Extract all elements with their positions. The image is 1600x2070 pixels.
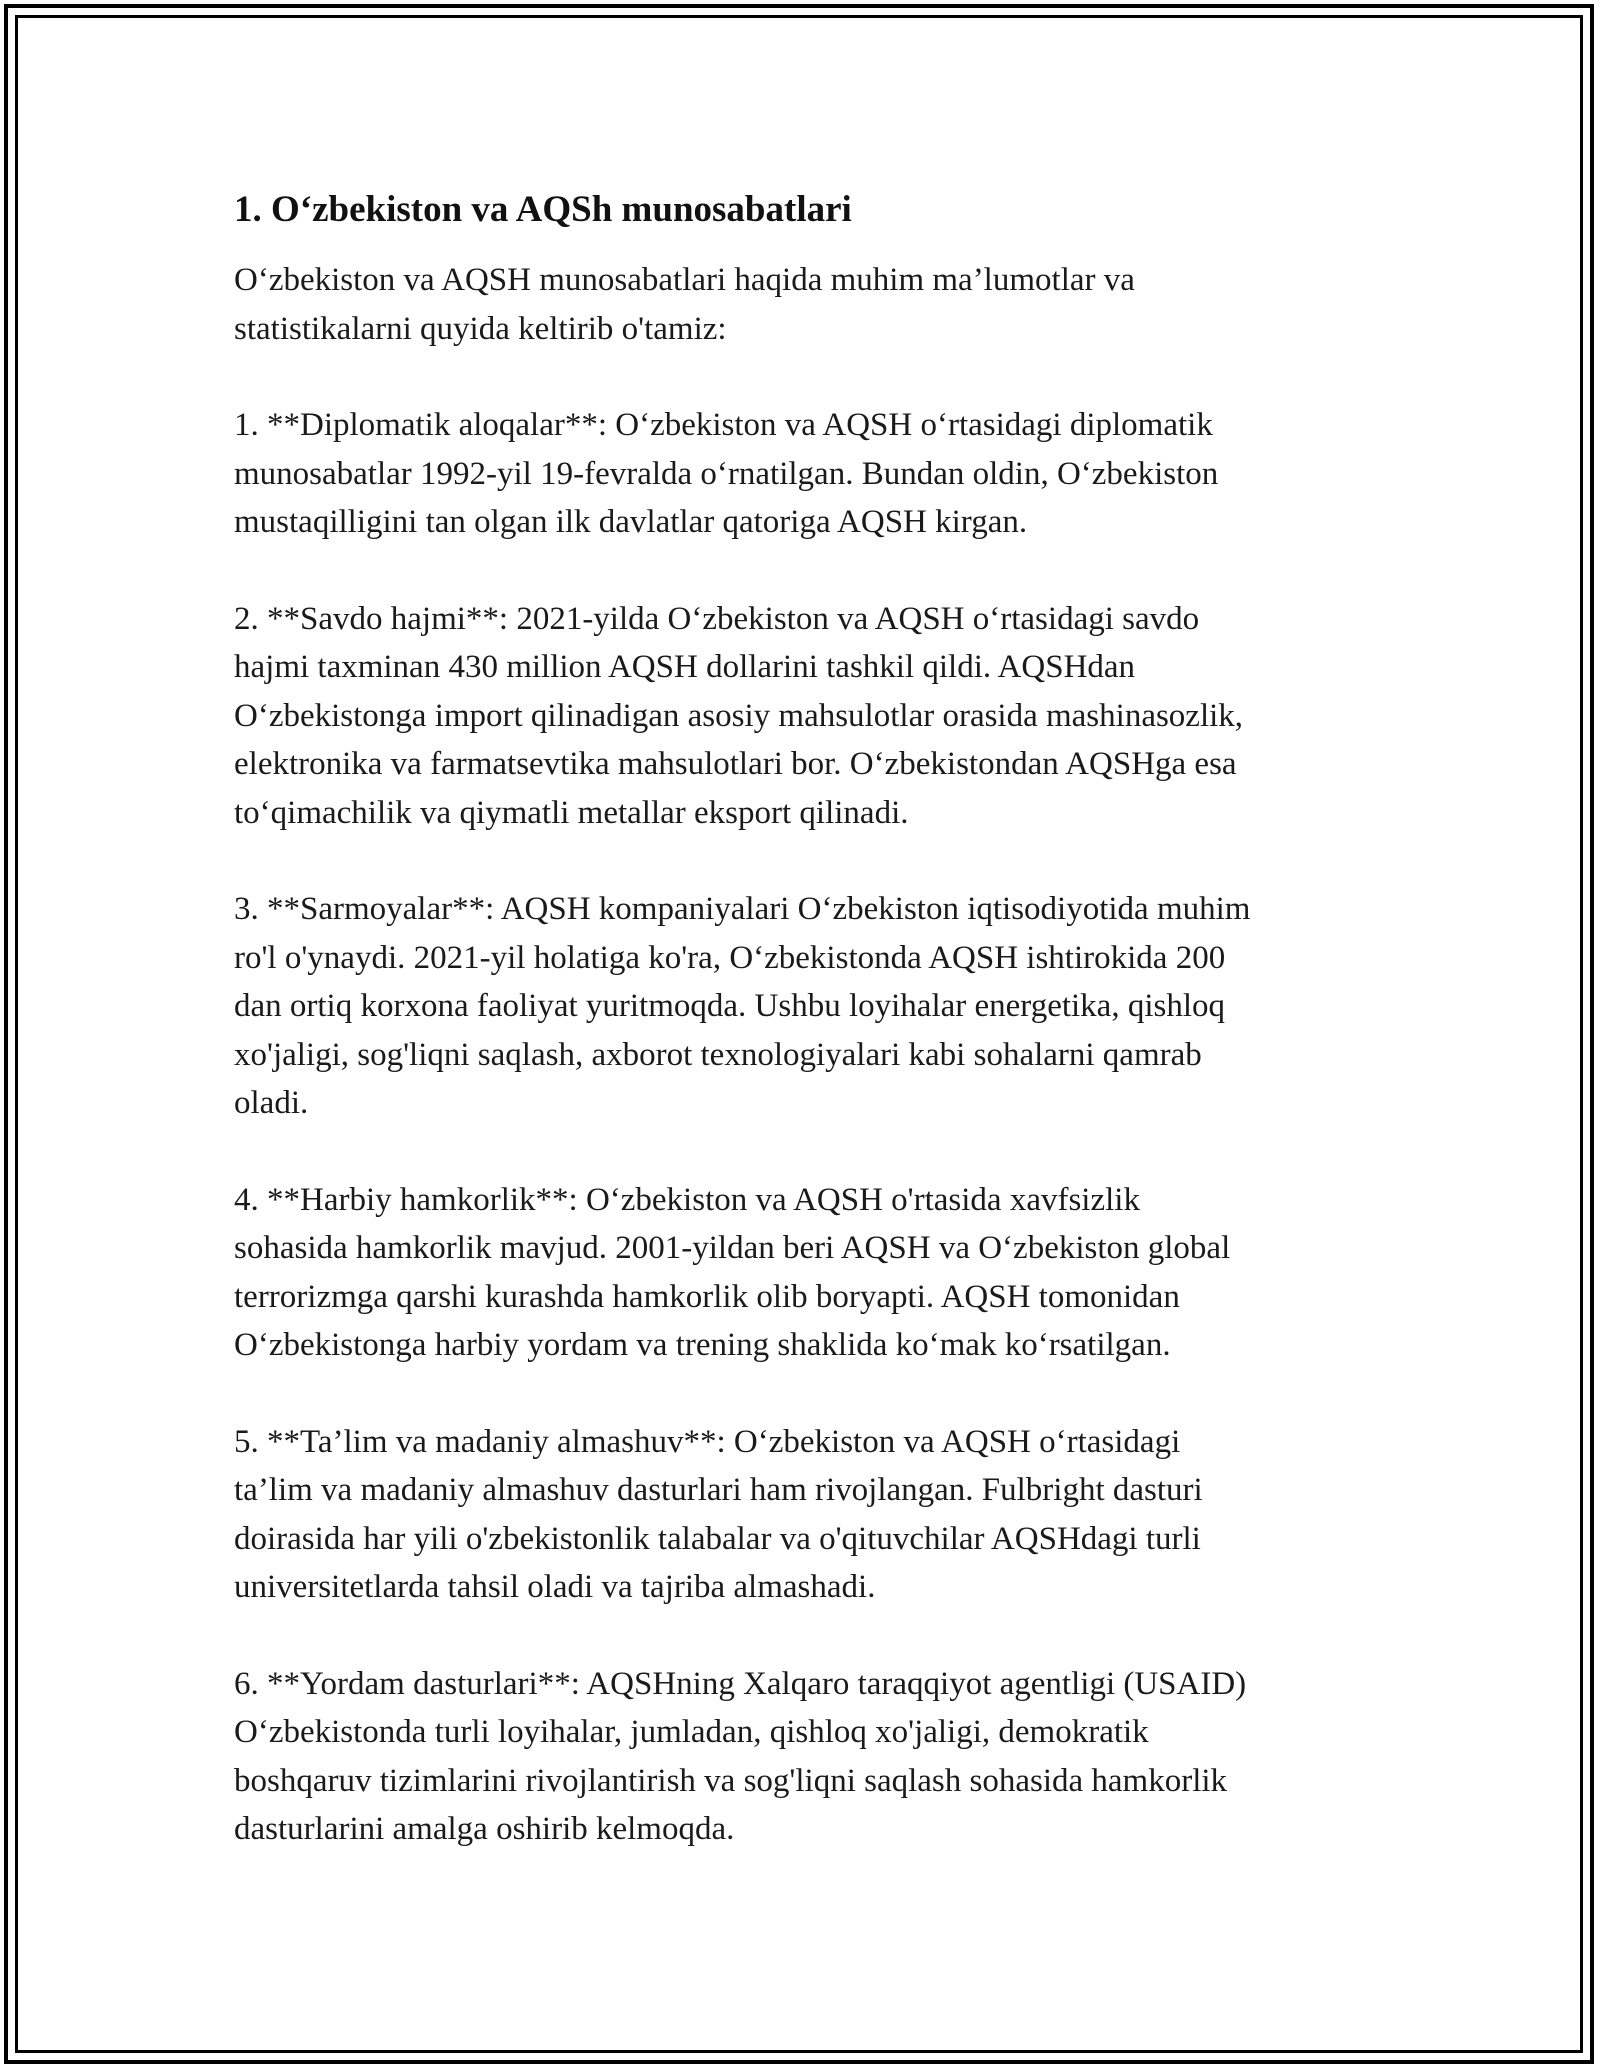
section-education-cultural-exchange: 5. **Ta’lim va madaniy almashuv**: O‘zbekiston va AQSH o‘rtasidagi ta’lim va madaniy almashuv dasturlari ham rivojlangan. Fulbright dasturi doirasida har yili o'zbekistonlik talabalar va o'qituvchilar AQSHdagi turli universitetlarda tahsil oladi va tajriba almashadi. (234, 1423, 1203, 1605)
section-military-cooperation: 4. **Harbiy hamkorlik**: O‘zbekiston va AQSH o'rtasida xavfsizlik sohasida hamkorlik mavjud. 2001-yildan beri AQSH va O‘zbekiston global terrorizmga qarshi kurashda hamkorlik olib boryapti. AQSH tomonidan O‘zbekistonga harbiy yordam va trening shaklida ko‘mak ko‘rsatilgan. (234, 1181, 1231, 1363)
section-aid-programs: 6. **Yordam dasturlari**: AQSHning Xalqaro taraqqiyot agentligi (USAID) O‘zbekistonda turli loyihalar, jumladan, qishloq xo'jaligi, demokratik boshqaruv tizimlarini rivojlantirish va sog'liqni saqlash sohasida hamkorlik dasturlarini amalga oshirib kelmoqda. (234, 1665, 1247, 1847)
section-investments: 3. **Sarmoyalar**: AQSH kompaniyalari O‘zbekiston iqtisodiyotida muhim ro'l o'ynaydi. 2021-yil holatiga ko'ra, O‘zbekistonda AQSH ishtirokida 200 dan ortiq korxona faoliyat yuritmoqda. Ushbu loyihalar energetika, qishloq xo'jaligi, sog'liqni saqlash, axborot texnologiyalari kabi sohalarni qamrab oladi. (234, 891, 1251, 1121)
section-trade-volume: 2. **Savdo hajmi**: 2021-yilda O‘zbekiston va AQSH o‘rtasidagi savdo hajmi taxminan 430 million AQSH dollarini tashkil qildi. AQSHdan O‘zbekistonga import qilinadigan asosiy mahsulotlar orasida mashinasozlik, elektronika va farmatsevtika mahsulotlari bor. O‘zbekistondan AQSHga esa to‘qimachilik va qiymatli metallar eksport qilinadi. (234, 600, 1244, 831)
document-title: 1. O‘zbekiston va AQSh munosabatlari (234, 189, 852, 230)
section-diplomatic-relations: 1. **Diplomatik aloqalar**: O‘zbekiston va AQSH o‘rtasidagi diplomatik munosabatlar 1992-yil 19-fevralda o‘rnatilgan. Bundan oldin, O‘zbekiston mustaqilligini tan olgan ilk davlatlar qatoriga AQSH kirgan. (234, 407, 1219, 540)
document-body (234, 186, 1394, 1902)
intro-paragraph: O‘zbekiston va AQSH munosabatlari haqida muhim ma’lumotlar va statistikalarni quyida keltirib o'tamiz: (234, 262, 1135, 347)
